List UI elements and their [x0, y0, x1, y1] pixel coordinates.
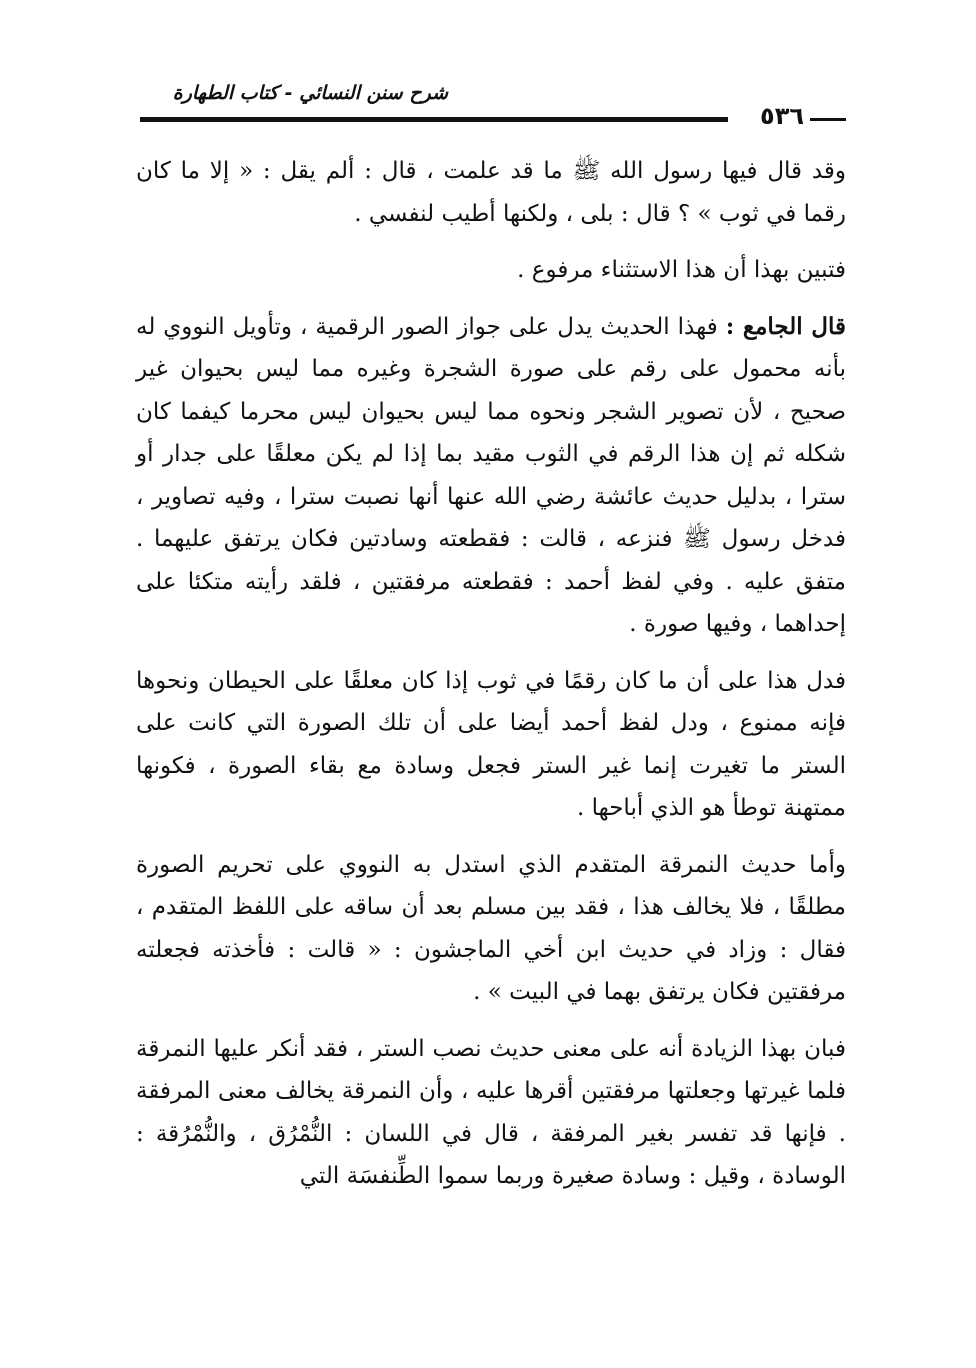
paragraph-text: فبان بهذا الزيادة أنه على معنى حديث نصب الستر ، فقد أنكر عليها النمرقة فلما غيرتها وجعلتها مرفقتين أقرها عليه ، وأن النمرقة يخالف معنى المرفقة . فإنها قد تفسر بغير المرفقة ، قال في اللسان : النُّمْرُق ، والنُّمْرُقة : الوسادة ، وقيل : وسادة صغيرة وربما سموا الطِّنفسَة التي	[136, 1035, 846, 1189]
body-text	[136, 150, 846, 1198]
page-number-dash	[810, 118, 846, 121]
paragraph	[136, 306, 846, 646]
paragraph-text: وأما حديث النمرقة المتقدم الذي استدل به النووي على تحريم الصورة مطلقًا ، فلا يخالف هذا ، فقد بين مسلم بعد أن ساقه على اللفظ المتقدم ، فقال : وزاد في حديث ابن أخي الماجشون : « قالت : فأخذته فجعلته مرفقتين فكان يرتفق بهما في البيت » .	[136, 851, 846, 1005]
paragraph-text: فهذا الحديث يدل على جواز الصور الرقمية ، وتأويل النووي له بأنه محمول على رقم على صورة الشجرة وغيره مما ليس بحيوان غير صحيح ، لأن تصوير الشجر ونحوه مما ليس بحيوان ليس محرما كيفما كان شكله ثم إن هذا الرقم في الثوب مقيد بما إذا لم يكن معلقًا على جدار أو سترا ، بدليل حديث عائشة رضي الله عنها أنها نصبت سترا ، وفيه تصاوير ، فدخل رسول ﷺ فنزعه ، قالت : فقطعته وسادتين فكان يرتفق عليهما . متفق عليه . وفي لفظ أحمد : فقطعته مرفقتين ، فلقد رأيته متكئا على إحداهما ، وفيها صورة .	[136, 313, 846, 637]
paragraph-text: وقد قال فيها رسول الله ﷺ ما قد علمت ، قال : ألم يقل : « إلا ما كان رقما في ثوب » ؟ قال : بلى ، ولكنها أطيب لنفسي .	[136, 158, 846, 227]
header-rule	[140, 117, 728, 122]
paragraph	[136, 1028, 846, 1198]
paragraph	[136, 249, 846, 292]
paragraph	[136, 660, 846, 830]
paragraph-lead: قال الجامع :	[725, 312, 847, 340]
page-number: ٥٣٦	[760, 102, 804, 130]
paragraph-text: فدل هذا على أن ما كان رقمًا في ثوب إذا كان معلقًا على الحيطان ونحوها فإنه ممنوع ، ودل لفظ أحمد أيضا على أن تلك الصورة التي كانت على الستر ما تغيرت إنما غير الستر فجعل وسادة مع بقاء الصورة ، فكونها ممتهنة توطأ هو الذي أباحها .	[136, 667, 846, 821]
running-title: شرح سنن النسائي - كتاب الطهارة	[172, 82, 448, 104]
paragraph	[136, 844, 846, 1014]
page-header	[136, 82, 846, 142]
paragraph-text: فتبين بهذا أن هذا الاستثناء مرفوع .	[517, 257, 846, 283]
paragraph	[136, 150, 846, 235]
